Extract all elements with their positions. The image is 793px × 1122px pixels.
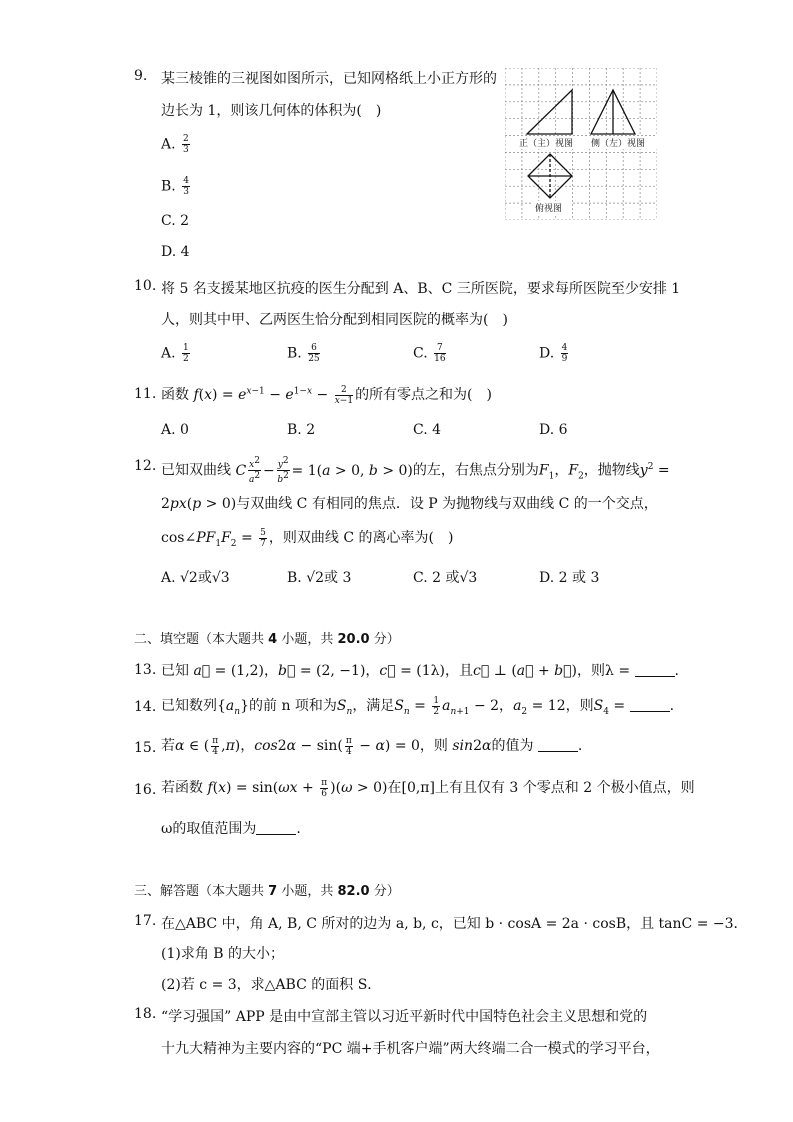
option-b[interactable] xyxy=(161,176,192,197)
question-text: 边长为 1，则该几何体的体积为( ) xyxy=(161,103,382,119)
option-d[interactable]: D. 4 xyxy=(161,244,190,260)
answer-blank[interactable] xyxy=(630,699,670,712)
top-view-label: 俯视图 xyxy=(535,204,563,214)
question-text: 已知双曲线 C $\frac{x^2}{a^2}$ − $\frac{y^2}{b^2}$ = 1(a > 0, b > 0)的左，右焦点分别为$F_1$，$F_2$，抛物线$y^2$ = xyxy=(161,456,670,485)
option-a[interactable]: A. √2或√3 xyxy=(161,570,230,586)
option-label: B. xyxy=(161,178,176,195)
front-view xyxy=(527,90,572,134)
answer-blank[interactable] xyxy=(538,739,578,752)
function-formula: $f(x) = e^{x-1} - e^{1-x}$ − $\frac{2}{x-1}$ xyxy=(193,384,354,406)
question-text: 人，则其中甲、乙两医生恰分配到相同医院的概率为( ) xyxy=(161,312,508,328)
cosine-formula: $\cos\angle PF_1F_2$ = $\frac{5}{7}$ xyxy=(161,527,266,549)
question-text: 已知数列$\{a_n\}$的前 n 项和为$S_n$，满足$S_n$ = $\frac{1}{2}$ $a_{n+1} - 2$，$a_2 = 12$，则$S_4$ = . xyxy=(161,695,675,717)
question-number: 13. xyxy=(134,662,157,678)
option-b[interactable]: B. 2 xyxy=(287,422,316,438)
question-text: 函数 $f(x) = e^{x-1} - e^{1-x}$ − $\frac{2}{x-1}$ 的所有零点之和为( ) xyxy=(161,384,492,406)
front-view-label: 正（主）视图 xyxy=(519,139,574,149)
question-text: 已知 a⃗ = (1,2)，b⃗ = (2, −1)，c⃗ = (1λ)，且c⃗ ⊥ (a⃗ + b⃗)，则λ = . xyxy=(161,663,679,679)
fraction: $\frac{4}{9}$ xyxy=(561,343,568,364)
question-text: 若函数 f(x) = sin(ωx + $\frac{\pi}{6}$ )(ω > 0)在[0,π]上有且仅有 3 个零点和 2 个极小值点，则 xyxy=(161,777,695,799)
option-a[interactable]: A. 0 xyxy=(161,422,189,438)
side-view-label: 侧（左）视图 xyxy=(591,139,646,149)
question-number: 15. xyxy=(134,740,157,756)
question-number: 14. xyxy=(134,699,157,715)
fraction: $\frac{4}{3}$ xyxy=(183,176,189,197)
answer-blank[interactable] xyxy=(256,822,296,835)
question-text: “学习强国” APP 是由中宣部主管以习近平新时代中国特色社会主义思想和党的 xyxy=(161,1009,648,1025)
fraction: $\frac{6}{25}$ xyxy=(308,343,320,364)
question-number: 18. xyxy=(134,1006,157,1022)
sub-question: (1)求角 B 的大小； xyxy=(161,946,285,962)
answer-blank[interactable] xyxy=(635,664,675,677)
option-b[interactable]: B. $\frac{6}{25}$ xyxy=(287,343,320,364)
question-number: 17. xyxy=(134,913,157,929)
sub-question: (2)若 c = 3，求△ABC 的面积 S． xyxy=(161,977,382,993)
vector-formula: a⃗ = (1,2)，b⃗ = (2, −1)，c⃗ = (1λ)，且c⃗ ⊥ (a⃗ + b⃗) xyxy=(193,663,578,679)
option-d[interactable]: D. 6 xyxy=(539,422,568,438)
question-text: 2px(p > 0)与双曲线 C 有相同的焦点．设 P 为抛物线与双曲线 C 的一个交点， xyxy=(161,496,658,512)
option-c[interactable]: C. 2 xyxy=(161,213,190,229)
section-header: 三、解答题（本大题共 7 小题，共 82.0 分） xyxy=(134,884,400,899)
question-text: 在△ABC 中，角 A, B, C 所对的边为 a, b, c，已知 b · cosA = 2a · cosB，且 tanC = −3． xyxy=(161,916,748,932)
option-c[interactable]: C. 4 xyxy=(413,422,442,438)
question-text: 将 5 名支援某地区抗疫的医生分配到 A、B、C 三所医院，要求每所医院至少安排 1 xyxy=(161,281,681,297)
parabola-formula: 2px(p > 0) xyxy=(161,496,237,512)
fraction: $\frac{1}{2}$ xyxy=(183,343,189,364)
section-header: 二、填空题（本大题共 4 小题，共 20.0 分） xyxy=(134,632,400,647)
question-text: 某三棱锥的三视图如图所示，已知网格纸上小正方形的 xyxy=(161,71,497,87)
question-number: 10. xyxy=(134,278,157,294)
hyperbola-formula: C $\frac{x^2}{a^2}$ − $\frac{y^2}{b^2}$ = 1(a > 0, b > 0) xyxy=(235,456,413,485)
question-text: $\cos\angle PF_1F_2$ = $\frac{5}{7}$ ，则双曲线 C 的离心率为( ) xyxy=(161,527,454,549)
question-number: 9. xyxy=(134,68,148,84)
option-d[interactable]: D. 2 或 3 xyxy=(539,570,600,586)
three-view-figure xyxy=(505,68,657,220)
fraction: $\frac{7}{16}$ xyxy=(434,343,446,364)
option-label: A. xyxy=(161,136,176,153)
option-b[interactable]: B. √2或 3 xyxy=(287,570,352,586)
question-text: ω的取值范围为 . xyxy=(161,821,301,837)
top-view xyxy=(528,154,572,198)
option-c[interactable]: C. $\frac{7}{16}$ xyxy=(413,343,446,364)
option-c[interactable]: C. 2 或√3 xyxy=(413,570,478,586)
question-number: 16. xyxy=(134,782,157,798)
side-view xyxy=(591,90,635,134)
fraction: $\frac{2}{3}$ xyxy=(183,134,189,155)
option-a[interactable]: A. $\frac{1}{2}$ xyxy=(161,343,189,364)
question-text: 十九大精神为主要内容的“PC 端+手机客户端”两大终端二合一模式的学习平台， xyxy=(161,1041,660,1057)
option-d[interactable]: D. $\frac{4}{9}$ xyxy=(539,343,568,364)
question-text: 若α ∈ ( $\frac{\pi}{4}$ ,π)，cos2α − sin( $\frac{\pi}{4}$ − α) = 0，则 sin2α的值为 . xyxy=(161,735,583,757)
option-a[interactable] xyxy=(161,134,192,155)
question-number: 12. xyxy=(134,458,157,474)
question-number: 11. xyxy=(134,386,157,402)
